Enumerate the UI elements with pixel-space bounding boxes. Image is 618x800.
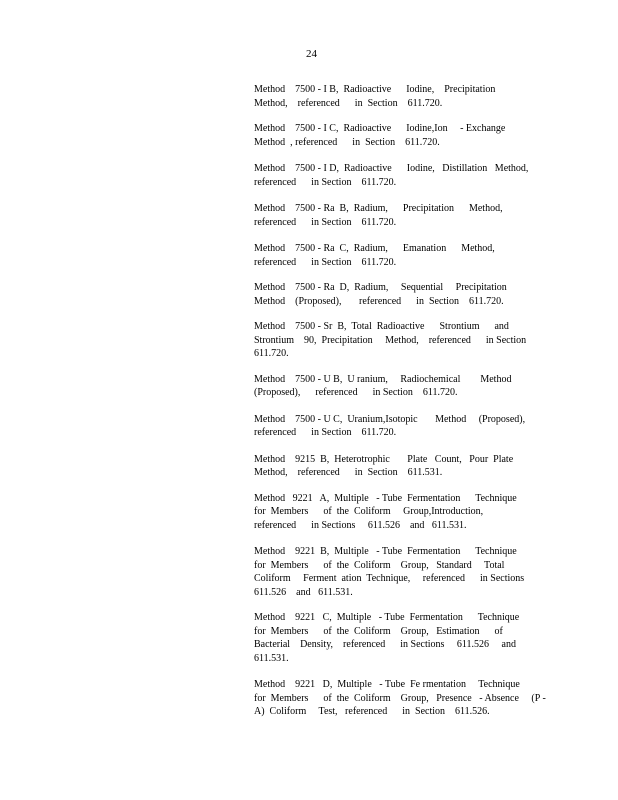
method-entry-line: Method 7500 - Ra D, Radium, Sequential Precipitation [254, 282, 507, 293]
method-entry-line: A) Coliform Test, referenced in Section 611.526. [254, 706, 490, 717]
method-entry-line: 611.720. [254, 348, 289, 359]
method-entry-line: Method 7500 - Sr B, Total Radioactive Strontium and [254, 321, 509, 332]
method-entry-line: for Members of the Coliform Group, Standard Total [254, 559, 505, 571]
method-entry-line: 611.526 and 611.531. [254, 586, 353, 598]
method-entry-line: 611.531. [254, 652, 289, 664]
method-entry-line: Method 7500 - U B, U ranium, Radiochemical Method [254, 373, 512, 385]
method-entry [254, 242, 544, 269]
method-list [254, 71, 544, 719]
method-entry [254, 611, 544, 665]
method-entry-line: Method 7500 - I D, Radioactive Iodine, Distillation Method, [254, 163, 529, 174]
method-entry [254, 122, 544, 149]
method-entry [254, 453, 544, 480]
method-entry-line: Method 7500 - I C, Radioactive Iodine,Ion - Exchange [254, 123, 506, 134]
method-entry-line: referenced in Section 611.720. [254, 216, 397, 228]
method-entry-line: Strontium 90, Precipitation Method, referenced in Section [254, 334, 527, 346]
method-entry-line: Method 9221 C, Multiple - Tube Fermentation Technique [254, 612, 520, 623]
method-entry [254, 83, 544, 110]
method-entry-line: Method 7500 - Ra C, Radium, Emanation Method, [254, 243, 495, 254]
method-entry [254, 373, 544, 400]
method-entry-line: referenced in Sections 611.526 and 611.531. [254, 519, 467, 531]
method-entry-line: Method, referenced in Section 611.531. [254, 467, 443, 478]
method-entry-line: for Members of the Coliform Group, Presence - Absence (P - [254, 692, 546, 704]
method-entry-line: Method, referenced in Section 611.720. [254, 97, 443, 109]
method-entry [254, 545, 544, 599]
method-entry-line: for Members of the Coliform Group, Estimation of [254, 625, 503, 637]
method-entry-line: Coliform Ferment ation Technique, referenced in Sections [254, 573, 525, 584]
method-entry-line: Method 9221 B, Multiple - Tube Fermentation Technique [254, 546, 517, 557]
method-entry [254, 413, 544, 440]
method-entry-line: for Members of the Coliform Group,Introduction, [254, 506, 484, 517]
method-entry-line: (Proposed), referenced in Section 611.720. [254, 387, 458, 398]
method-entry [254, 492, 544, 533]
method-entry [254, 320, 544, 361]
method-entry-line: Method 7500 - I B, Radioactive Iodine, Precipitation [254, 84, 496, 95]
method-entry-line: Method 9221 D, Multiple - Tube Fe rmentation Technique [254, 679, 520, 690]
method-entry [254, 202, 544, 229]
method-entry-line: referenced in Section 611.720. [254, 427, 397, 438]
method-entry-line: Bacterial Density, referenced in Sections 611.526 and [254, 639, 516, 650]
method-entry-line: Method 7500 - Ra B, Radium, Precipitation Method, [254, 203, 503, 214]
method-entry-line: Method 9221 A, Multiple - Tube Fermentation Technique [254, 492, 517, 504]
method-entry-line: referenced in Section 611.720. [254, 256, 397, 268]
method-entry [254, 162, 544, 189]
method-entry [254, 281, 544, 308]
method-entry-line: Method (Proposed), referenced in Section 611.720. [254, 295, 504, 307]
page-number: 24 [306, 48, 317, 60]
method-entry-line: Method , referenced in Section 611.720. [254, 136, 440, 148]
method-entry-line: Method 7500 - U C, Uranium,Isotopic Method (Proposed), [254, 413, 526, 425]
method-entry-line: referenced in Section 611.720. [254, 176, 397, 188]
method-entry [254, 678, 544, 719]
method-entry-line: Method 9215 B, Heterotrophic Plate Count, Pour Plate [254, 453, 514, 465]
